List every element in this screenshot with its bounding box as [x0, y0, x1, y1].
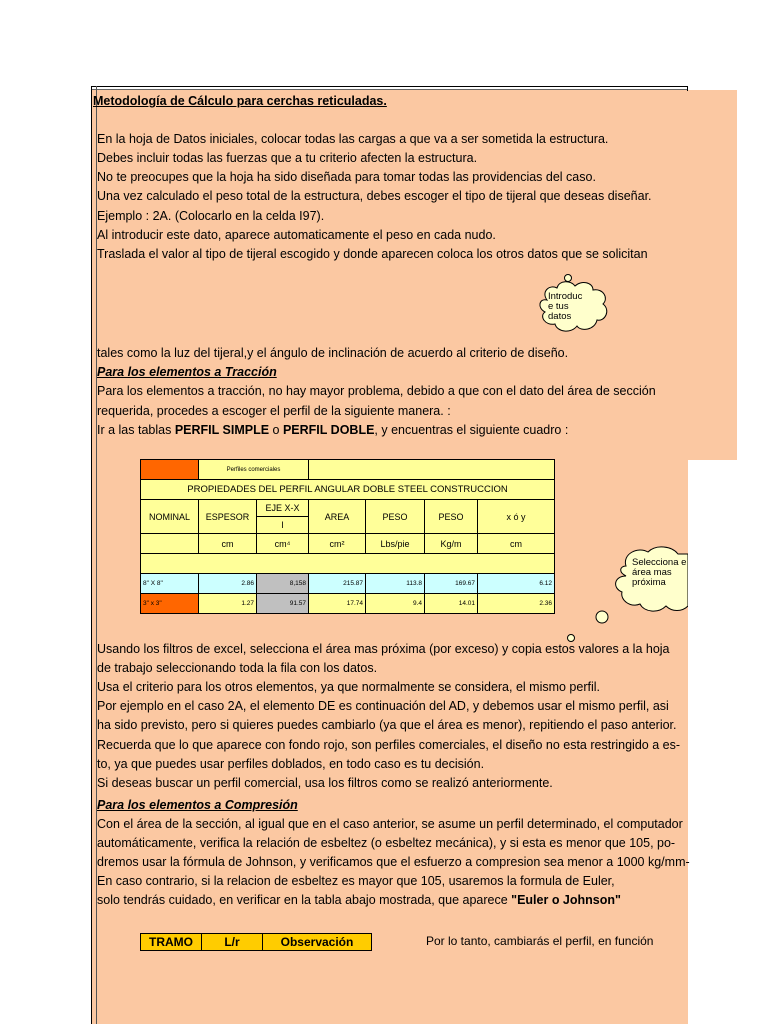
row-xy: 6.12 [478, 574, 555, 594]
usando-line: Usa el criterio para los otros elementos, ya que normalmente se considera, el mismo perfil. [97, 680, 600, 694]
page-title: Metodología de Cálculo para cerchas reticuladas. [93, 94, 387, 108]
intro-line: No te preocupes que la hoja ha sido diseñada para tomar todas las providencias del caso. [97, 170, 596, 184]
left-border [91, 86, 92, 1024]
thought-cloud-select-area [560, 540, 688, 645]
traccion-line: requerida, procedes a escoger el perfil de la siguiente manera. : [97, 404, 451, 418]
intro-line: En la hoja de Datos iniciales, colocar todas las cargas a que va a ser sometida la estructura. [97, 132, 609, 146]
compresion-line: automáticamente, verifica la relación de esbeltez (o esbeltez mecánica), y si esta es menor que 105, po- [97, 836, 676, 850]
unit-cell: Kg/m [425, 534, 478, 554]
table-row [141, 594, 555, 614]
observacion-header: Observación [263, 934, 372, 951]
header-eje-sub: I [257, 517, 309, 534]
unit-cell: cm² [309, 534, 366, 554]
row-nominal: 3" x 3" [141, 594, 199, 614]
traccion-line: Para los elementos a tracción, no hay mayor problema, debido a que con el dato del área de sección [97, 384, 656, 398]
unit-cell: cm⁴ [257, 534, 309, 554]
por-lo-tanto-text: Por lo tanto, cambiarás el perfil, en función [426, 934, 654, 948]
perfil-simple-link: PERFIL SIMPLE [174, 423, 270, 437]
after-cloud-line: tales como la luz del tijeral,y el ángulo de inclinación de acuerdo al criterio de diseño. [97, 346, 569, 360]
header-xy: x ó y [478, 500, 555, 534]
table-row [141, 574, 555, 594]
intro-line: Debes incluir todas las fuerzas que a tu criterio afecten la estructura. [97, 151, 478, 165]
usando-line: ha sido previsto, pero si quieres puedes cambiarlo (ya que el área es menor), repitiendo el paso anterior. [97, 718, 677, 732]
cloud-text: Selecciona e área mas próxima [632, 557, 687, 588]
header-espesor: ESPESOR [199, 500, 257, 534]
intro-line: Ejemplo : 2A. (Colocarlo en la celda I97). [97, 209, 325, 223]
usando-line: Por ejemplo en el caso 2A, el elemento DE es continuación del AD, y debemos usar el mismo perfil, asi [97, 699, 669, 713]
compresion-line: Con el área de la sección, al igual que en el caso anterior, se asume un perfil determinado, el computador [97, 817, 683, 831]
row-nominal: 8" X 8" [141, 574, 199, 594]
empty-header-cell [309, 460, 555, 480]
intro-line: Traslada el valor al tipo de tijeral escogido y donde aparecen coloca los otros datos que se solicitan [97, 247, 648, 261]
usando-line: Recuerda que lo que aparece con fondo rojo, son perfiles comerciales, el diseño no esta restringido a es- [97, 738, 680, 752]
perfil-doble-link: PERFIL DOBLE [282, 423, 375, 437]
tables-line [97, 421, 568, 440]
header-nominal: NOMINAL [141, 500, 199, 534]
tables-line-pre: Ir a las tablas [97, 423, 175, 437]
euler-johnson-label: "Euler o Johnson" [511, 893, 621, 907]
top-border [91, 86, 688, 87]
compresion-line: dremos usar la fórmula de Johnson, y verificamos que el esfuerzo a compresion sea menor a 1000 kg/mm- [97, 855, 690, 869]
tramo-header: TRAMO [141, 934, 202, 951]
compresion-line: En caso contrario, si la relacion de esbeltez es mayor que 105, usaremos la formula de Euler, [97, 874, 615, 888]
usando-line: Si deseas buscar un perfil comercial, usa los filtros como se realizó anteriormente. [97, 776, 553, 790]
row-area: 17.74 [309, 594, 366, 614]
orange-marker-cell [141, 460, 199, 480]
row-area: 215.87 [309, 574, 366, 594]
tramo-table [140, 933, 372, 951]
top-border-inner [91, 89, 688, 90]
row-espesor: 1.27 [199, 594, 257, 614]
header-peso-kg: PESO [425, 500, 478, 534]
tables-line-post: , y encuentras el siguiente cuadro : [374, 423, 569, 437]
header-area: AREA [309, 500, 366, 534]
thought-cloud-introduce-data [535, 270, 615, 345]
unit-cell [141, 534, 199, 554]
header-peso-lbs: PESO [366, 500, 425, 534]
last-line [97, 891, 621, 910]
row-peso-lbs: 9.4 [366, 594, 425, 614]
intro-line: Una vez calculado el peso total de la estructura, debes escoger el tipo de tijeral que deseas diseñar. [97, 189, 652, 203]
row-peso-lbs: 113.8 [366, 574, 425, 594]
right-border [687, 86, 688, 91]
profile-properties-table [140, 459, 555, 614]
row-peso-kg: 14.01 [425, 594, 478, 614]
row-eje: 91.57 [257, 594, 309, 614]
header-eje: EJE X-X [257, 500, 309, 517]
usando-line: de trabajo seleccionando toda la fila con los datos. [97, 661, 378, 675]
row-xy: 2.36 [478, 594, 555, 614]
lr-header: L/r [202, 934, 263, 951]
row-peso-kg: 169.67 [425, 574, 478, 594]
perfiles-comerciales-label: Perfiles comerciales [199, 460, 309, 480]
unit-cell: Lbs/pie [366, 534, 425, 554]
row-eje: 8,158 [257, 574, 309, 594]
compresion-heading: Para los elementos a Compresión [97, 798, 298, 812]
usando-line: Usando los filtros de excel, selecciona el área mas próxima (por exceso) y copia estos valores a la hoja [97, 642, 670, 656]
last-line-pre: solo tendrás cuidado, en verificar en la tabla abajo mostrada, que aparece [97, 893, 512, 907]
intro-line: Al introducir este dato, aparece automaticamente el peso en cada nudo. [97, 228, 496, 242]
cloud-text: Introduc e tus datos [548, 291, 583, 322]
properties-title: PROPIEDADES DEL PERFIL ANGULAR DOBLE STEEL CONSTRUCCION [141, 480, 555, 500]
usando-line: to, ya que puedes usar perfiles doblados, en todo caso es tu decisión. [97, 757, 485, 771]
row-espesor: 2.86 [199, 574, 257, 594]
unit-cell: cm [478, 534, 555, 554]
unit-cell: cm [199, 534, 257, 554]
traccion-heading: Para los elementos a Tracción [97, 365, 277, 379]
spacer-row [141, 554, 555, 574]
tables-line-mid: o [269, 423, 283, 437]
